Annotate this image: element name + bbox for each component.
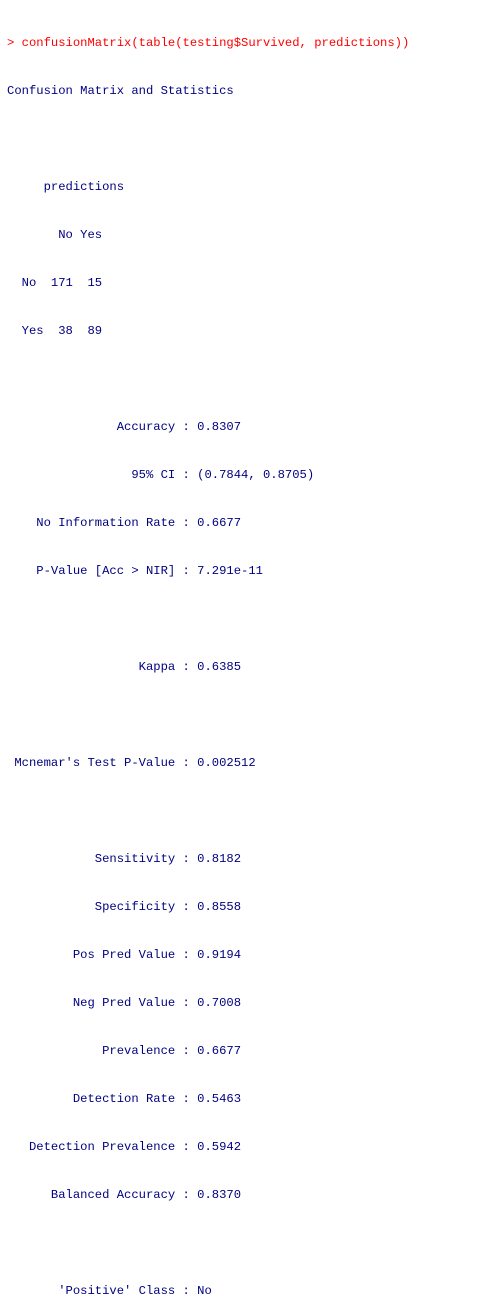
blank-line — [7, 1235, 487, 1251]
blank-line — [7, 803, 487, 819]
stat-accuracy: Accuracy : 0.8307 — [7, 420, 242, 434]
stat-neg-pred-value: Neg Pred Value : 0.7008 — [7, 996, 242, 1010]
r-console[interactable] — [7, 3, 487, 1315]
stat-detection-prevalence: Detection Prevalence : 0.5942 — [7, 1140, 242, 1154]
stat-detection-rate: Detection Rate : 0.5463 — [7, 1092, 242, 1106]
table-header-columns: No Yes — [7, 228, 103, 242]
blank-line — [7, 131, 487, 147]
output-title: Confusion Matrix and Statistics — [7, 84, 234, 98]
blank-line — [7, 707, 487, 723]
blank-line — [7, 371, 487, 387]
command-line — [7, 35, 487, 51]
stat-pos-pred-value: Pos Pred Value : 0.9194 — [7, 948, 242, 962]
stat-sensitivity: Sensitivity : 0.8182 — [7, 852, 242, 866]
stat-p-value: P-Value [Acc > NIR] : 7.291e-11 — [7, 564, 263, 578]
stat-positive-class: 'Positive' Class : No — [7, 1284, 212, 1298]
command-text: confusionMatrix(table(testing$Survived, predictions)) — [21, 36, 410, 50]
stat-no-information-rate: No Information Rate : 0.6677 — [7, 516, 242, 530]
stat-balanced-accuracy: Balanced Accuracy : 0.8370 — [7, 1188, 242, 1202]
stat-specificity: Specificity : 0.8558 — [7, 900, 242, 914]
stat-mcnemar: Mcnemar's Test P-Value : 0.002512 — [7, 756, 256, 770]
table-row-yes: Yes 38 89 — [7, 324, 103, 338]
stat-95-ci: 95% CI : (0.7844, 0.8705) — [7, 468, 315, 482]
prompt-symbol: > — [7, 36, 22, 50]
table-row-no: No 171 15 — [7, 276, 103, 290]
stat-prevalence: Prevalence : 0.6677 — [7, 1044, 242, 1058]
stat-kappa: Kappa : 0.6385 — [7, 660, 242, 674]
blank-line — [7, 611, 487, 627]
table-header-predictions: predictions — [7, 180, 125, 194]
